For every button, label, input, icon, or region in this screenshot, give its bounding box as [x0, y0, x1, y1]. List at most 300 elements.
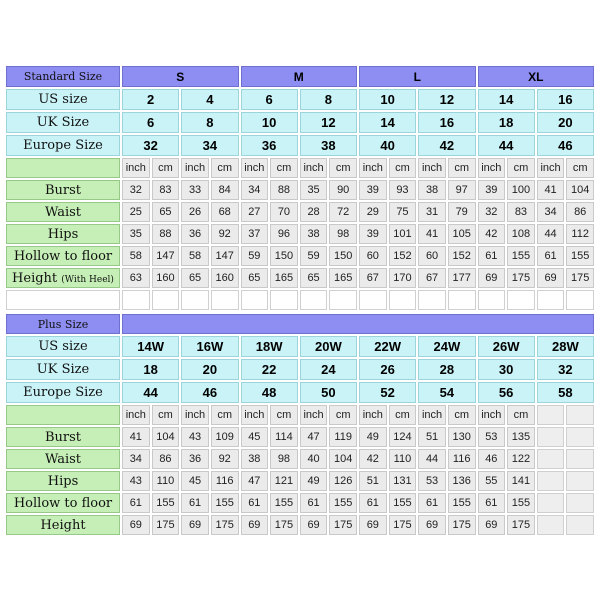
measurement-name: Burst	[44, 429, 82, 445]
measurement-value: 152	[389, 246, 417, 266]
measurement-value: 53	[418, 471, 446, 491]
empty-cell	[537, 449, 565, 469]
measurement-value: 175	[211, 515, 239, 535]
measurement-value: 41	[418, 224, 446, 244]
measurement-value: 83	[152, 180, 180, 200]
measurement-value: 97	[448, 180, 476, 200]
measurement-value: 65	[181, 268, 209, 288]
europe-size-value: 50	[300, 382, 357, 403]
measurement-value: 83	[507, 202, 535, 222]
europe-size-value: 38	[300, 135, 357, 156]
measurement-value: 112	[566, 224, 594, 244]
measurement-value: 36	[181, 449, 209, 469]
measurement-value: 61	[359, 493, 387, 513]
standard-size-table	[4, 64, 596, 312]
measurement-value: 39	[359, 224, 387, 244]
uk-size-value: 18	[122, 359, 179, 380]
unit-inch: inch	[122, 158, 150, 178]
measurement-value: 61	[418, 493, 446, 513]
measurement-name: Height	[40, 517, 86, 533]
measurement-value: 63	[122, 268, 150, 288]
us-size-value: 14W	[122, 336, 179, 357]
uk-size-value: 10	[241, 112, 298, 133]
measurement-value: 155	[507, 493, 535, 513]
unit-cm: cm	[448, 158, 476, 178]
empty-cell	[566, 515, 594, 535]
measurement-value: 175	[566, 268, 594, 288]
standard-size-title: Standard Size	[6, 66, 120, 87]
unit-cm: cm	[270, 405, 298, 425]
us-size-value: 10	[359, 89, 416, 110]
uk-size-value: 20	[537, 112, 594, 133]
unit-cm: cm	[566, 158, 594, 178]
measurement-value: 92	[211, 449, 239, 469]
measurement-value: 69	[418, 515, 446, 535]
empty-cell	[566, 449, 594, 469]
measurement-value: 165	[329, 268, 357, 288]
unit-inch: inch	[359, 158, 387, 178]
standard-spacer-row	[6, 290, 594, 310]
measurement-value: 36	[181, 224, 209, 244]
measurement-value: 88	[270, 180, 298, 200]
measurement-value: 61	[478, 246, 506, 266]
measurement-value: 165	[270, 268, 298, 288]
measurement-value: 109	[211, 427, 239, 447]
measurement-value: 155	[152, 493, 180, 513]
units-label-cell	[6, 405, 120, 425]
measurement-value: 131	[389, 471, 417, 491]
measurement-value: 41	[122, 427, 150, 447]
measurement-value: 38	[418, 180, 446, 200]
measurement-label	[6, 202, 120, 222]
standard-measurement-row	[6, 246, 594, 266]
unit-cm: cm	[329, 405, 357, 425]
measurement-value: 88	[152, 224, 180, 244]
unit-cm: cm	[152, 158, 180, 178]
measurement-label	[6, 515, 120, 535]
measurement-value: 135	[507, 427, 535, 447]
measurement-name: Burst	[44, 182, 82, 198]
measurement-value: 108	[507, 224, 535, 244]
unit-cm: cm	[507, 405, 535, 425]
standard-measurement-row	[6, 224, 594, 244]
empty-cell	[566, 427, 594, 447]
measurement-value: 34	[537, 202, 565, 222]
unit-cm: cm	[448, 405, 476, 425]
measurement-value: 98	[329, 224, 357, 244]
measurement-value: 150	[270, 246, 298, 266]
measurement-value: 72	[329, 202, 357, 222]
europe-size-label: Europe Size	[6, 135, 120, 156]
unit-inch: inch	[241, 158, 269, 178]
unit-cm: cm	[389, 405, 417, 425]
measurement-value: 175	[389, 515, 417, 535]
us-size-value: 16	[537, 89, 594, 110]
measurement-value: 84	[211, 180, 239, 200]
plus-size-table	[4, 312, 596, 537]
unit-inch: inch	[181, 158, 209, 178]
measurement-value: 37	[241, 224, 269, 244]
measurement-value: 126	[329, 471, 357, 491]
empty-cell	[537, 515, 565, 535]
measurement-value: 32	[122, 180, 150, 200]
uk-size-value: 28	[418, 359, 475, 380]
measurement-value: 46	[478, 449, 506, 469]
measurement-value: 175	[507, 268, 535, 288]
measurement-value: 121	[270, 471, 298, 491]
measurement-value: 69	[181, 515, 209, 535]
europe-size-value: 44	[122, 382, 179, 403]
measurement-value: 122	[507, 449, 535, 469]
measurement-value: 175	[507, 515, 535, 535]
measurement-value: 61	[300, 493, 328, 513]
uk-size-value: 18	[478, 112, 535, 133]
measurement-value: 39	[478, 180, 506, 200]
measurement-value: 170	[389, 268, 417, 288]
measurement-label	[6, 471, 120, 491]
measurement-value: 110	[152, 471, 180, 491]
measurement-label	[6, 493, 120, 513]
measurement-value: 116	[211, 471, 239, 491]
us-size-value: 24W	[418, 336, 475, 357]
measurement-name: Waist	[44, 204, 82, 220]
plus-uk-row	[6, 359, 594, 380]
us-size-value: 22W	[359, 336, 416, 357]
measurement-value: 69	[478, 268, 506, 288]
size-s-header: S	[122, 66, 239, 87]
uk-size-value: 22	[241, 359, 298, 380]
unit-cm: cm	[329, 158, 357, 178]
measurement-name: Waist	[44, 451, 82, 467]
unit-cm: cm	[152, 405, 180, 425]
measurement-value: 44	[418, 449, 446, 469]
measurement-value: 40	[300, 449, 328, 469]
measurement-name: Height	[12, 270, 58, 286]
empty-cell	[537, 427, 565, 447]
unit-inch: inch	[478, 158, 506, 178]
size-m-header: M	[241, 66, 358, 87]
measurement-value: 38	[241, 449, 269, 469]
measurement-value: 47	[241, 471, 269, 491]
measurement-value: 68	[211, 202, 239, 222]
uk-size-value: 14	[359, 112, 416, 133]
measurement-value: 69	[241, 515, 269, 535]
measurement-value: 51	[359, 471, 387, 491]
us-size-value: 26W	[478, 336, 535, 357]
measurement-value: 101	[389, 224, 417, 244]
measurement-name: Hollow to floor	[13, 495, 113, 511]
measurement-value: 58	[181, 246, 209, 266]
measurement-value: 155	[389, 493, 417, 513]
measurement-value: 98	[270, 449, 298, 469]
europe-size-value: 44	[478, 135, 535, 156]
measurement-value: 69	[478, 515, 506, 535]
uk-size-value: 16	[418, 112, 475, 133]
measurement-value: 31	[418, 202, 446, 222]
us-size-value: 8	[300, 89, 357, 110]
measurement-label	[6, 427, 120, 447]
unit-cm: cm	[270, 158, 298, 178]
unit-cm: cm	[211, 405, 239, 425]
plus-header-row	[6, 314, 594, 334]
measurement-value: 155	[507, 246, 535, 266]
units-label-cell	[6, 158, 120, 178]
measurement-value: 100	[507, 180, 535, 200]
uk-size-value: 30	[478, 359, 535, 380]
unit-inch: inch	[300, 158, 328, 178]
measurement-value: 175	[152, 515, 180, 535]
measurement-label	[6, 246, 120, 266]
europe-size-value: 48	[241, 382, 298, 403]
measurement-value: 25	[122, 202, 150, 222]
unit-cm: cm	[389, 158, 417, 178]
measurement-value: 29	[359, 202, 387, 222]
measurement-value: 42	[359, 449, 387, 469]
empty-cell	[537, 405, 565, 425]
europe-size-value: 46	[537, 135, 594, 156]
measurement-name: Hips	[47, 473, 79, 489]
uk-size-value: 26	[359, 359, 416, 380]
us-size-value: 16W	[181, 336, 238, 357]
measurement-value: 124	[389, 427, 417, 447]
measurement-value: 43	[181, 427, 209, 447]
uk-size-value: 24	[300, 359, 357, 380]
uk-size-value: 32	[537, 359, 594, 380]
measurement-value: 104	[566, 180, 594, 200]
measurement-value: 43	[122, 471, 150, 491]
standard-header-row	[6, 66, 594, 87]
plus-measurement-row	[6, 493, 594, 513]
measurement-value: 160	[152, 268, 180, 288]
measurement-value: 65	[300, 268, 328, 288]
us-size-value: 12	[418, 89, 475, 110]
measurement-note: (With Heel)	[61, 274, 114, 285]
measurement-value: 61	[478, 493, 506, 513]
measurement-value: 155	[211, 493, 239, 513]
unit-inch: inch	[181, 405, 209, 425]
plus-eu-row	[6, 382, 594, 403]
measurement-value: 175	[270, 515, 298, 535]
measurement-value: 104	[329, 449, 357, 469]
measurement-value: 33	[181, 180, 209, 200]
size-xl-header: XL	[478, 66, 595, 87]
plus-size-title: Plus Size	[6, 314, 120, 334]
measurement-value: 93	[389, 180, 417, 200]
measurement-value: 59	[241, 246, 269, 266]
europe-size-value: 32	[122, 135, 179, 156]
measurement-value: 65	[152, 202, 180, 222]
plus-units-row	[6, 405, 594, 425]
measurement-value: 136	[448, 471, 476, 491]
measurement-label	[6, 180, 120, 200]
measurement-value: 147	[211, 246, 239, 266]
measurement-label	[6, 268, 120, 288]
measurement-value: 119	[329, 427, 357, 447]
europe-size-value: 58	[537, 382, 594, 403]
measurement-value: 58	[122, 246, 150, 266]
unit-inch: inch	[359, 405, 387, 425]
plus-measurement-row	[6, 515, 594, 535]
measurement-value: 34	[241, 180, 269, 200]
measurement-value: 155	[448, 493, 476, 513]
measurement-value: 104	[152, 427, 180, 447]
measurement-value: 51	[418, 427, 446, 447]
us-size-value: 20W	[300, 336, 357, 357]
measurement-value: 44	[537, 224, 565, 244]
measurement-value: 61	[241, 493, 269, 513]
measurement-value: 35	[122, 224, 150, 244]
measurement-name: Hips	[47, 226, 79, 242]
measurement-value: 42	[478, 224, 506, 244]
measurement-value: 60	[418, 246, 446, 266]
spacer-cell	[6, 290, 120, 310]
measurement-value: 152	[448, 246, 476, 266]
standard-us-row	[6, 89, 594, 110]
europe-size-value: 42	[418, 135, 475, 156]
measurement-value: 147	[152, 246, 180, 266]
us-size-value: 28W	[537, 336, 594, 357]
measurement-value: 55	[478, 471, 506, 491]
us-size-label: US size	[6, 336, 120, 357]
measurement-value: 28	[300, 202, 328, 222]
us-size-value: 14	[478, 89, 535, 110]
measurement-value: 114	[270, 427, 298, 447]
measurement-value: 155	[270, 493, 298, 513]
empty-cell	[566, 405, 594, 425]
measurement-value: 110	[389, 449, 417, 469]
measurement-label	[6, 224, 120, 244]
plus-header-bar	[122, 314, 594, 334]
standard-units-row	[6, 158, 594, 178]
empty-cell	[537, 493, 565, 513]
measurement-value: 160	[211, 268, 239, 288]
measurement-value: 61	[537, 246, 565, 266]
us-size-value: 18W	[241, 336, 298, 357]
europe-size-value: 54	[418, 382, 475, 403]
unit-inch: inch	[537, 158, 565, 178]
standard-measurement-row	[6, 180, 594, 200]
empty-cell	[566, 493, 594, 513]
measurement-value: 34	[122, 449, 150, 469]
measurement-value: 49	[300, 471, 328, 491]
measurement-value: 45	[241, 427, 269, 447]
plus-measurement-row	[6, 427, 594, 447]
measurement-value: 32	[478, 202, 506, 222]
measurement-value: 150	[329, 246, 357, 266]
measurement-value: 155	[566, 246, 594, 266]
measurement-value: 177	[448, 268, 476, 288]
measurement-value: 141	[507, 471, 535, 491]
measurement-name: Hollow to floor	[13, 248, 113, 264]
plus-measurement-row	[6, 471, 594, 491]
us-size-value: 6	[241, 89, 298, 110]
measurement-value: 86	[152, 449, 180, 469]
measurement-value: 69	[122, 515, 150, 535]
measurement-label	[6, 449, 120, 469]
uk-size-value: 8	[181, 112, 238, 133]
unit-inch: inch	[300, 405, 328, 425]
uk-size-label: UK Size	[6, 112, 120, 133]
measurement-value: 175	[329, 515, 357, 535]
measurement-value: 92	[211, 224, 239, 244]
europe-size-value: 52	[359, 382, 416, 403]
europe-size-value: 46	[181, 382, 238, 403]
measurement-value: 26	[181, 202, 209, 222]
measurement-value: 67	[418, 268, 446, 288]
europe-size-value: 34	[181, 135, 238, 156]
measurement-value: 60	[359, 246, 387, 266]
empty-cell	[537, 471, 565, 491]
standard-measurement-row	[6, 202, 594, 222]
uk-size-value: 6	[122, 112, 179, 133]
uk-size-value: 20	[181, 359, 238, 380]
measurement-value: 90	[329, 180, 357, 200]
us-size-value: 2	[122, 89, 179, 110]
empty-cell	[566, 471, 594, 491]
measurement-value: 35	[300, 180, 328, 200]
unit-inch: inch	[478, 405, 506, 425]
measurement-value: 45	[181, 471, 209, 491]
unit-inch: inch	[122, 405, 150, 425]
europe-size-label: Europe Size	[6, 382, 120, 403]
measurement-value: 175	[448, 515, 476, 535]
measurement-value: 69	[300, 515, 328, 535]
uk-size-label: UK Size	[6, 359, 120, 380]
unit-inch: inch	[418, 405, 446, 425]
standard-eu-row	[6, 135, 594, 156]
measurement-value: 70	[270, 202, 298, 222]
size-l-header: L	[359, 66, 476, 87]
standard-measurement-row	[6, 268, 594, 288]
measurement-value: 47	[300, 427, 328, 447]
europe-size-value: 36	[241, 135, 298, 156]
measurement-value: 53	[478, 427, 506, 447]
unit-cm: cm	[211, 158, 239, 178]
measurement-value: 61	[122, 493, 150, 513]
measurement-value: 130	[448, 427, 476, 447]
us-size-value: 4	[181, 89, 238, 110]
measurement-value: 59	[300, 246, 328, 266]
measurement-value: 27	[241, 202, 269, 222]
us-size-label: US size	[6, 89, 120, 110]
measurement-value: 79	[448, 202, 476, 222]
measurement-value: 67	[359, 268, 387, 288]
standard-uk-row	[6, 112, 594, 133]
uk-size-value: 12	[300, 112, 357, 133]
measurement-value: 65	[241, 268, 269, 288]
measurement-value: 69	[359, 515, 387, 535]
unit-inch: inch	[241, 405, 269, 425]
measurement-value: 49	[359, 427, 387, 447]
europe-size-value: 56	[478, 382, 535, 403]
measurement-value: 38	[300, 224, 328, 244]
measurement-value: 75	[389, 202, 417, 222]
unit-cm: cm	[507, 158, 535, 178]
plus-us-row	[6, 336, 594, 357]
europe-size-value: 40	[359, 135, 416, 156]
measurement-value: 61	[181, 493, 209, 513]
measurement-value: 105	[448, 224, 476, 244]
measurement-value: 155	[329, 493, 357, 513]
plus-measurement-row	[6, 449, 594, 469]
measurement-value: 86	[566, 202, 594, 222]
unit-inch: inch	[418, 158, 446, 178]
measurement-value: 96	[270, 224, 298, 244]
measurement-value: 116	[448, 449, 476, 469]
measurement-value: 41	[537, 180, 565, 200]
measurement-value: 69	[537, 268, 565, 288]
measurement-value: 39	[359, 180, 387, 200]
